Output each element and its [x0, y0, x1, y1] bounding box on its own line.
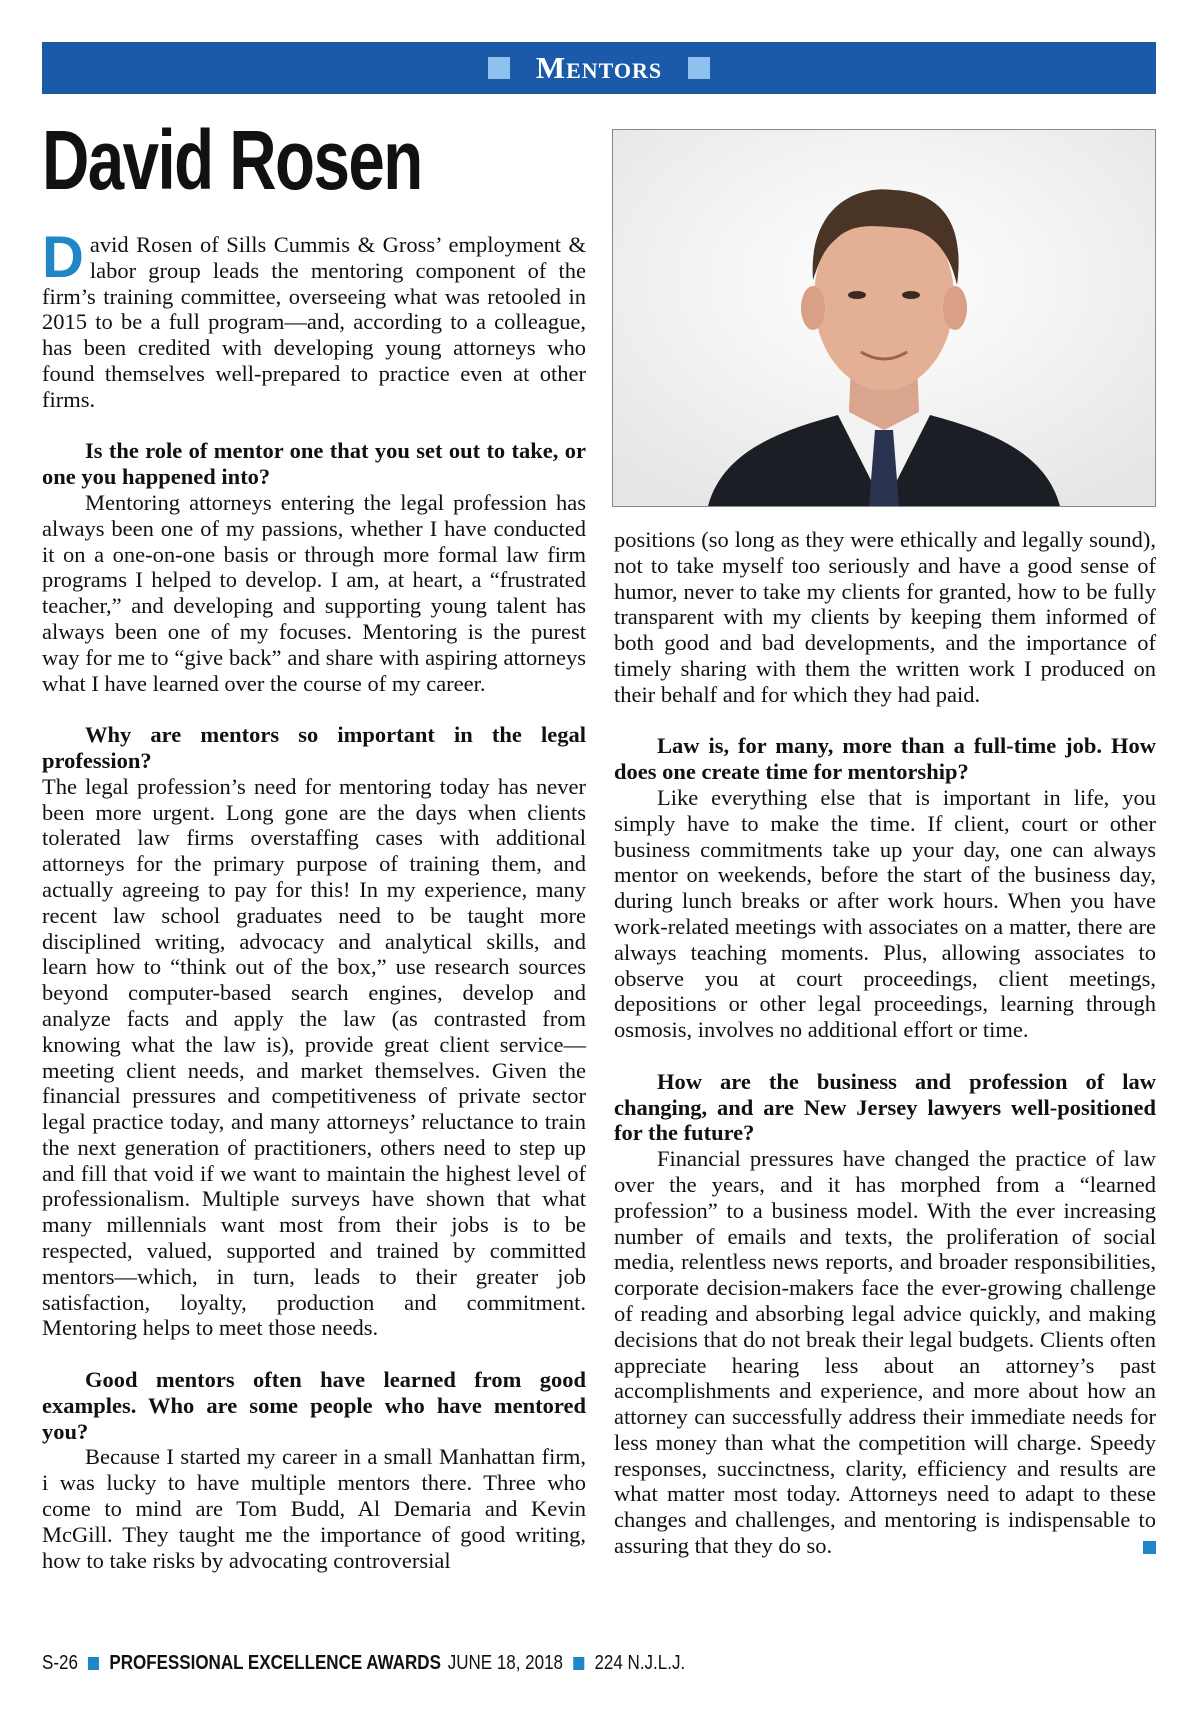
portrait-photo	[612, 129, 1156, 507]
answer-4: Like everything else that is important in life, you simply have to make the time. If client, court or other business commitments take up your day, one can always mentor on weekends, before the start of the business day, during lunch breaks or after work hours. When you have work-related meetings with associates on a matter, there are always teaching moments. Plus, allowing associates to observe you at court proceedings, client meetings, depositions or other legal proceedings, learning through osmosis, involves no additional effort or time.	[614, 784, 1156, 1043]
answer-5-text: Financial pressures have changed the practice of law over the years, and it has morphed from a “learned profession” to a business model. With the ever increasing number of emails and texts, the proliferation of social media, relentless news reports, and broader responsibilities, corporate decision-makers face the ever-growing challenge of reading and absorbing legal advice quickly, and making decisions that do not break their legal budgets. Clients often appreciate hearing less about an attorney’s past accomplishments and experience, and more about how an attorney can successfully address their immediate needs for less money than what the competition will charge. Speedy responses, succinctness, clarity, efficiency and results are what matter most today. Attorneys need to adapt to these changes and challenges, and mentoring is indispensable to assuring that they do so.	[614, 1146, 1156, 1559]
intro-paragraph	[42, 225, 586, 413]
answer-1: Mentoring attorneys entering the legal profession has always been one of my passions, whether I have conducted it on a one-on-one basis or through more formal law firm programs I helped to develop. I am, at heart, a “frustrated teacher,” and developing and supporting young talent has always been one of my focuses. Mentoring is the purest way for me to “give back” and share with aspiring attorneys what I have learned over the course of my career.	[42, 489, 586, 696]
issue-date: JUNE 18, 2018	[447, 1652, 564, 1674]
question-5: How are the business and profession of law changing, and are New Jersey lawyers well-positioned for the future?	[614, 1068, 1156, 1146]
article-headline: David Rosen	[42, 113, 422, 207]
banner-square-left	[488, 57, 510, 79]
question-2: Why are mentors so important in the legal profession?	[42, 722, 586, 773]
end-mark-square	[1143, 1541, 1156, 1554]
question-3: Good mentors often have learned from good examples. Who are some people who have mentored you?	[42, 1367, 586, 1444]
question-1: Is the role of mentor one that you set out to take, or one you happened into?	[42, 438, 586, 490]
answer-3-part-1: Because I started my career in a small Manhattan firm, i was lucky to have multiple mentors there. Three who come to mind are Tom Budd, Al Demaria and Kevin McGill. They taught me the importance of good writing, how to take risks by advocating controversial	[42, 1444, 586, 1573]
section-banner	[42, 42, 1156, 94]
answer-2: The legal profession’s need for mentoring today has never been more urgent. Long gone are the days when clients tolerated law firms overstaffing cases with additional attorneys for the primary purpose of training them, and actually agreeing to pay for this! In my experience, many recent law school graduates need to be taught more disciplined writing, advocacy and analytical skills, and learn how to “think out of the box,” use research sources beyond computer-based search engines, develop and analyze facts and apply the law (as contrasted from knowing what the law is), provide great client service—meeting client needs, and market themselves. Given the financial pressures and competitiveness of private sector legal practice today, and many attorneys’ reluctance to train the next generation of practitioners, others need to step up and fill that void if we want to maintain the highest level of professionalism. Multiple surveys have shown that what many millennials want most from their jobs is to be respected, valued, supported and trained by committed mentors—which, in turn, leads to their greater job satisfaction, loyalty, production and commitment. Mentoring helps to meet those needs.	[42, 773, 586, 1341]
left-column	[42, 225, 586, 1573]
answer-3-part-2: positions (so long as they were ethically and legally sound), not to take myself too seriously and have a good sense of humor, never to take my clients for granted, how to be fully transparent with my clients by keeping them informed of both good and bad developments, and the importance of timely sharing with them the written work I produced on their behalf and for which they had paid.	[614, 527, 1156, 707]
question-4: Law is, for many, more than a full-time job. How does one create time for mentorship?	[614, 733, 1156, 785]
footer-square-1	[88, 1657, 99, 1670]
volume-label: 224 N.J.L.J.	[594, 1652, 686, 1674]
page-footer	[42, 1652, 685, 1675]
banner-square-right	[688, 57, 710, 79]
answer-5	[614, 1146, 1156, 1559]
drop-cap: D	[42, 225, 84, 290]
intro-text: avid Rosen of Sills Cummis & Gross’ employment & labor group leads the mentoring component of the firm’s training committee, overseeing what was retooled in 2015 to be a full program—and, according to a colleague, has been credited with developing young attorneys who found themselves well-prepared to practice even at other firms.	[42, 232, 586, 412]
publication-name: PROFESSIONAL EXCELLENCE AWARDS	[109, 1652, 441, 1674]
section-title: Mentors	[535, 50, 663, 85]
footer-square-2	[573, 1657, 584, 1670]
right-column	[614, 527, 1156, 1559]
page-number: S-26	[42, 1652, 78, 1674]
